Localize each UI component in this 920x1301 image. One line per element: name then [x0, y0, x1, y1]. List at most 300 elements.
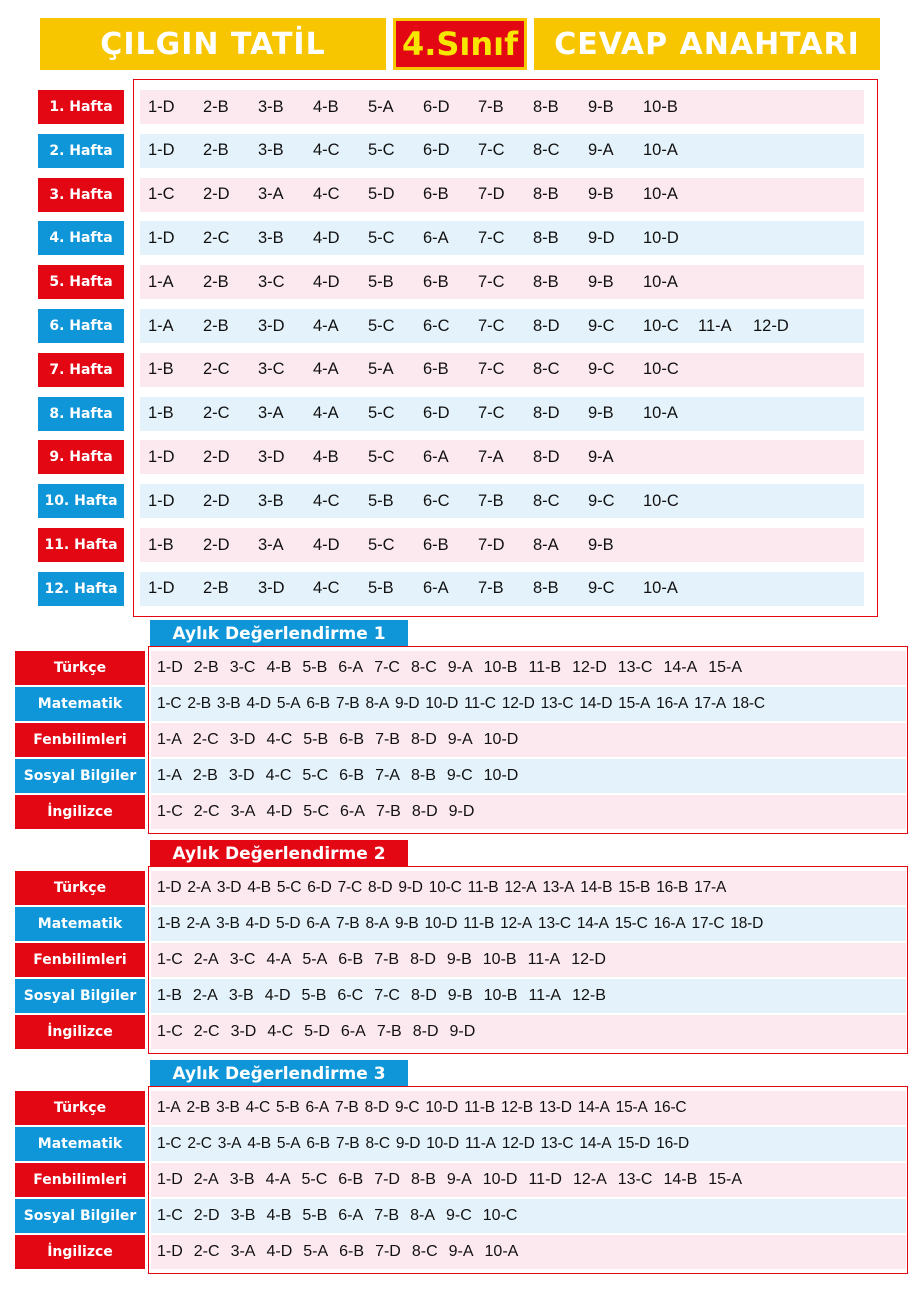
- answer-item: 4-A: [313, 316, 339, 335]
- week-answer-row: [140, 134, 864, 168]
- answer-item: 10-D: [425, 1099, 459, 1116]
- answer-item: 9-A: [588, 141, 614, 160]
- week-label: 3. Hafta: [38, 178, 124, 212]
- answer-item: 12-A: [500, 915, 533, 932]
- answer-item: 8-D: [533, 447, 560, 466]
- answer-item: 4-B: [247, 879, 271, 896]
- answer-item: 9-C: [588, 316, 615, 335]
- answer-item: 16-A: [653, 915, 686, 932]
- answer-item: 10-B: [483, 987, 518, 1004]
- answer-item: 6-B: [423, 535, 449, 554]
- answer-item: 1-D: [157, 1171, 183, 1188]
- subject-answer-row: [151, 907, 906, 941]
- answer-item: 1-B: [148, 535, 174, 554]
- answer-item: 4-A: [266, 951, 292, 968]
- answer-item: 10-A: [643, 185, 678, 204]
- answer-item: 9-D: [398, 879, 423, 896]
- week-answer-row: [140, 221, 864, 255]
- subject-answer-row: [151, 979, 906, 1013]
- answer-item: 4-D: [266, 1243, 293, 1260]
- answer-item: 3-B: [228, 987, 254, 1004]
- answer-item: 6-B: [423, 185, 449, 204]
- answer-item: 9-C: [588, 360, 615, 379]
- answer-item: 9-A: [447, 731, 473, 748]
- subject-label: Matematik: [15, 1127, 145, 1161]
- answer-item: 5-C: [368, 447, 395, 466]
- answer-item: 2-B: [203, 316, 229, 335]
- answer-item: 11-B: [464, 1099, 495, 1116]
- answer-item: 13-A: [542, 879, 575, 896]
- week-answer-row: [140, 440, 864, 474]
- answer-item: 4-D: [246, 695, 271, 712]
- answer-item: 14-B: [663, 1171, 698, 1188]
- answer-key-banner: CEVAP ANAHTARI: [534, 18, 880, 70]
- answer-item: 3-A: [217, 1135, 242, 1152]
- answer-item: 5-C: [301, 1171, 328, 1188]
- answer-item: 11-A: [527, 951, 561, 968]
- answer-item: 9-C: [446, 1207, 472, 1224]
- answer-item: 7-D: [478, 535, 505, 554]
- answer-item: 2-B: [186, 1099, 211, 1116]
- answer-item: 4-B: [313, 447, 339, 466]
- answer-item: 2-A: [192, 987, 218, 1004]
- answer-item: 9-B: [446, 951, 472, 968]
- answer-item: 1-A: [148, 272, 174, 291]
- subject-answer-row: [151, 687, 906, 721]
- week-answer-row: [140, 178, 864, 212]
- answer-item: 5-A: [276, 1135, 301, 1152]
- answer-item: 1-A: [148, 316, 174, 335]
- answer-item: 2-C: [187, 1135, 212, 1152]
- answer-item: 4-D: [264, 987, 291, 1004]
- answer-item: 8-A: [365, 915, 389, 932]
- answer-item: 1-C: [157, 1023, 183, 1040]
- subject-answer-row: [151, 759, 906, 793]
- answer-item: 6-D: [423, 97, 450, 116]
- subject-answer-row: [151, 1015, 906, 1049]
- answer-item: 6-A: [423, 228, 449, 247]
- answer-item: 8-B: [533, 228, 559, 247]
- subject-label: Matematik: [15, 907, 145, 941]
- assessment-title: Aylık Değerlendirme 3: [150, 1060, 408, 1087]
- answer-item: 9-A: [448, 1243, 474, 1260]
- answer-item: 15-A: [708, 1171, 743, 1188]
- answer-item: 8-B: [533, 272, 559, 291]
- answer-item: 6-B: [306, 1135, 330, 1152]
- answer-item: 7-B: [375, 803, 401, 820]
- answer-item: 9-B: [394, 915, 419, 932]
- answer-item: 4-C: [313, 141, 340, 160]
- answer-item: 12-A: [504, 879, 537, 896]
- answer-item: 9-B: [588, 404, 614, 423]
- answer-item: 5-C: [303, 803, 330, 820]
- answer-item: 17-A: [694, 695, 727, 712]
- subject-label: Sosyal Bilgiler: [15, 759, 145, 793]
- answer-item: 4-C: [245, 1099, 270, 1116]
- answer-item: 4-B: [247, 1135, 271, 1152]
- answer-item: 5-C: [368, 141, 395, 160]
- answer-item: 7-B: [374, 951, 400, 968]
- answer-item: 14-A: [576, 915, 609, 932]
- answer-item: 14-D: [579, 695, 613, 712]
- answer-item: 5-C: [368, 316, 395, 335]
- answer-item: 9-C: [446, 767, 473, 784]
- answer-item: 7-C: [337, 879, 363, 896]
- answer-item: 7-C: [374, 987, 400, 1004]
- answer-item: 10-C: [643, 491, 679, 510]
- answer-item: 2-D: [203, 447, 230, 466]
- answer-item: 12-A: [572, 1171, 607, 1188]
- answer-item: 1-A: [157, 1099, 181, 1116]
- answer-item: 13-C: [540, 1135, 574, 1152]
- subject-label: İngilizce: [15, 1015, 145, 1049]
- week-label: 8. Hafta: [38, 397, 124, 431]
- week-answer-row: [140, 528, 864, 562]
- answer-item: 9-B: [588, 535, 614, 554]
- answer-item: 12-D: [501, 1135, 535, 1152]
- answer-item: 9-D: [448, 803, 475, 820]
- subject-label: Sosyal Bilgiler: [15, 979, 145, 1013]
- answer-item: 5-C: [368, 535, 395, 554]
- answer-item: 7-B: [375, 731, 400, 748]
- answer-item: 5-C: [302, 767, 329, 784]
- answer-item: 1-B: [157, 987, 182, 1004]
- answer-item: 9-B: [588, 97, 614, 116]
- answer-item: 6-D: [307, 879, 332, 896]
- answer-item: 16-C: [653, 1099, 687, 1116]
- answer-item: 7-B: [335, 1099, 359, 1116]
- subject-answer-row: [151, 943, 906, 977]
- subject-label: Sosyal Bilgiler: [15, 1199, 145, 1233]
- answer-item: 1-D: [148, 447, 175, 466]
- answer-item: 12-B: [572, 987, 606, 1004]
- answer-item: 8-B: [533, 97, 559, 116]
- answer-item: 2-C: [193, 1243, 220, 1260]
- answer-item: 9-A: [446, 1171, 472, 1188]
- answer-item: 1-B: [157, 915, 181, 932]
- answer-item: 10-D: [483, 767, 519, 784]
- answer-item: 6-B: [338, 1171, 364, 1188]
- answer-item: 6-A: [340, 803, 365, 820]
- answer-item: 3-D: [258, 316, 285, 335]
- week-label: 11. Hafta: [38, 528, 124, 562]
- answer-item: 15-A: [615, 1099, 648, 1116]
- answer-item: 5-D: [275, 915, 301, 932]
- answer-item: 3-A: [258, 535, 284, 554]
- answer-item: 3-A: [258, 404, 284, 423]
- answer-item: 1-C: [157, 803, 183, 820]
- week-answer-row: [140, 572, 864, 606]
- answer-item: 6-B: [423, 272, 449, 291]
- answer-item: 5-C: [368, 228, 395, 247]
- answer-item: 13-C: [617, 1171, 653, 1188]
- answer-item: 10-C: [643, 360, 679, 379]
- answer-item: 4-C: [313, 491, 340, 510]
- answer-item: 7-C: [478, 316, 505, 335]
- answer-item: 2-C: [203, 404, 230, 423]
- answer-item: 2-A: [187, 879, 211, 896]
- answer-item: 11-B: [528, 659, 562, 676]
- answer-item: 8-D: [410, 731, 437, 748]
- answer-item: 9-C: [588, 491, 615, 510]
- answer-item: 8-D: [533, 316, 560, 335]
- answer-item: 7-C: [478, 228, 505, 247]
- answer-item: 7-A: [478, 447, 504, 466]
- answer-item: 5-B: [302, 1207, 328, 1224]
- answer-item: 8-C: [533, 141, 560, 160]
- answer-item: 6-A: [338, 659, 364, 676]
- answer-item: 5-B: [302, 659, 328, 676]
- answer-item: 5-A: [303, 1243, 329, 1260]
- answer-item: 18-C: [732, 695, 765, 712]
- answer-item: 1-C: [157, 1135, 182, 1152]
- answer-item: 7-B: [376, 1023, 402, 1040]
- answer-item: 7-C: [478, 272, 505, 291]
- answer-item: 1-B: [148, 404, 174, 423]
- answer-item: 1-C: [157, 695, 182, 712]
- answer-item: 6-C: [337, 987, 364, 1004]
- answer-item: 1-C: [148, 185, 175, 204]
- answer-item: 6-B: [339, 767, 365, 784]
- answer-item: 4-A: [313, 360, 339, 379]
- answer-item: 1-D: [148, 97, 175, 116]
- answer-item: 7-D: [375, 1243, 401, 1260]
- answer-item: 4-D: [313, 272, 340, 291]
- answer-item: 3-A: [230, 1243, 256, 1260]
- week-label: 4. Hafta: [38, 221, 124, 255]
- answer-item: 9-D: [588, 228, 615, 247]
- answer-item: 8-D: [412, 1023, 439, 1040]
- answer-item: 12-D: [572, 659, 607, 676]
- answer-item: 6-C: [423, 491, 450, 510]
- answer-item: 7-B: [374, 1207, 400, 1224]
- answer-item: 7-D: [478, 185, 505, 204]
- answer-item: 11-A: [528, 987, 562, 1004]
- answer-item: 7-B: [335, 915, 360, 932]
- subject-answer-row: [151, 1127, 906, 1161]
- answer-item: 2-D: [203, 185, 230, 204]
- answer-item: 5-B: [368, 491, 394, 510]
- answer-item: 3-C: [229, 659, 256, 676]
- answer-item: 6-C: [423, 316, 450, 335]
- answer-item: 6-B: [423, 360, 449, 379]
- answer-item: 1-D: [148, 579, 175, 598]
- answer-item: 3-B: [258, 97, 284, 116]
- answer-item: 3-D: [216, 879, 242, 896]
- answer-item: 5-B: [303, 731, 329, 748]
- answer-item: 6-A: [338, 1207, 364, 1224]
- answer-item: 10-D: [643, 228, 679, 247]
- answer-item: 12-D: [753, 316, 789, 335]
- answer-item: 9-A: [447, 659, 473, 676]
- answer-item: 10-B: [482, 951, 517, 968]
- answer-item: 5-D: [368, 185, 395, 204]
- answer-item: 7-D: [374, 1171, 400, 1188]
- answer-item: 4-D: [245, 915, 270, 932]
- subject-answer-row: [151, 651, 906, 685]
- answer-item: 8-D: [364, 1099, 389, 1116]
- answer-item: 2-A: [186, 915, 211, 932]
- answer-item: 8-C: [411, 1243, 438, 1260]
- assessment-title: Aylık Değerlendirme 2: [150, 840, 408, 867]
- subject-answer-row: [151, 1199, 906, 1233]
- answer-item: 1-A: [157, 767, 182, 784]
- answer-item: 2-B: [192, 767, 218, 784]
- answer-item: 4-C: [265, 767, 292, 784]
- answer-item: 3-B: [216, 915, 240, 932]
- answer-item: 6-B: [338, 951, 364, 968]
- week-label: 7. Hafta: [38, 353, 124, 387]
- answer-item: 6-A: [305, 1099, 330, 1116]
- answer-item: 2-C: [203, 360, 230, 379]
- answer-item: 5-B: [301, 987, 327, 1004]
- answer-item: 6-A: [423, 579, 449, 598]
- answer-item: 1-D: [157, 879, 182, 896]
- answer-item: 3-C: [258, 272, 285, 291]
- answer-item: 1-B: [148, 360, 174, 379]
- answer-item: 9-B: [588, 185, 614, 204]
- answer-item: 4-B: [266, 1207, 292, 1224]
- answer-item: 6-D: [423, 141, 450, 160]
- answer-item: 16-A: [656, 695, 689, 712]
- week-label: 1. Hafta: [38, 90, 124, 124]
- answer-item: 2-A: [193, 1171, 219, 1188]
- answer-item: 8-D: [533, 404, 560, 423]
- answer-item: 5-B: [275, 1099, 300, 1116]
- answer-item: 5-C: [276, 879, 302, 896]
- answer-item: 7-B: [335, 1135, 360, 1152]
- week-label: 5. Hafta: [38, 265, 124, 299]
- answer-item: 2-B: [203, 97, 229, 116]
- answer-item: 2-A: [193, 951, 219, 968]
- answer-item: 9-C: [588, 579, 615, 598]
- answer-item: 4-D: [313, 535, 340, 554]
- subject-answer-row: [151, 1163, 906, 1197]
- answer-item: 6-B: [339, 1243, 365, 1260]
- subject-label: Türkçe: [15, 1091, 145, 1125]
- answer-item: 8-A: [533, 535, 559, 554]
- answer-item: 8-A: [410, 1207, 435, 1224]
- answer-item: 10-A: [643, 141, 678, 160]
- answer-item: 8-D: [368, 879, 393, 896]
- answer-item: 11-A: [465, 1135, 496, 1152]
- week-answer-row: [140, 353, 864, 387]
- answer-item: 3-B: [258, 491, 284, 510]
- answer-item: 3-D: [230, 1023, 257, 1040]
- week-answer-row: [140, 397, 864, 431]
- week-label: 9. Hafta: [38, 440, 124, 474]
- answer-item: 11-A: [698, 316, 732, 335]
- week-answer-row: [140, 309, 864, 343]
- answer-item: 13-C: [617, 659, 653, 676]
- answer-item: 7-B: [478, 491, 504, 510]
- answer-item: 1-D: [157, 659, 183, 676]
- answer-item: 10-D: [424, 915, 458, 932]
- answer-item: 3-D: [258, 447, 285, 466]
- answer-item: 15-D: [617, 1135, 651, 1152]
- answer-item: 4-C: [313, 579, 340, 598]
- answer-item: 13-C: [538, 915, 571, 932]
- answer-item: 15-C: [614, 915, 648, 932]
- answer-item: 6-D: [423, 404, 450, 423]
- answer-item: 5-A: [368, 360, 394, 379]
- answer-item: 2-B: [203, 141, 229, 160]
- subject-label: Matematik: [15, 687, 145, 721]
- answer-item: 3-B: [229, 1171, 255, 1188]
- answer-item: 8-B: [410, 767, 436, 784]
- answer-item: 1-D: [148, 141, 175, 160]
- answer-item: 6-B: [339, 731, 365, 748]
- answer-item: 10-D: [425, 695, 459, 712]
- answer-item: 10-D: [483, 731, 519, 748]
- subject-label: Fenbilimleri: [15, 943, 145, 977]
- subject-answer-row: [151, 871, 906, 905]
- answer-item: 9-C: [394, 1099, 420, 1116]
- answer-item: 14-A: [579, 1135, 612, 1152]
- subject-label: İngilizce: [15, 1235, 145, 1269]
- answer-item: 10-A: [643, 272, 678, 291]
- answer-item: 17-A: [694, 879, 727, 896]
- answer-item: 2-B: [193, 659, 219, 676]
- subject-answer-row: [151, 795, 906, 829]
- answer-item: 11-B: [463, 915, 495, 932]
- answer-item: 9-D: [394, 695, 420, 712]
- answer-item: 4-D: [313, 228, 340, 247]
- answer-item: 13-C: [540, 695, 574, 712]
- answer-item: 8-D: [410, 987, 437, 1004]
- answer-item: 5-A: [276, 695, 301, 712]
- answer-item: 8-C: [365, 1135, 390, 1152]
- assessment-title: Aylık Değerlendirme 1: [150, 620, 408, 647]
- answer-item: 1-C: [157, 951, 183, 968]
- answer-item: 2-C: [193, 803, 220, 820]
- answer-item: 3-B: [258, 141, 284, 160]
- grade-badge: 4.Sınıf: [393, 18, 527, 70]
- answer-item: 4-C: [266, 731, 293, 748]
- answer-item: 8-B: [533, 185, 559, 204]
- answer-item: 8-B: [410, 1171, 436, 1188]
- answer-item: 10-D: [482, 1171, 518, 1188]
- answer-item: 5-A: [302, 951, 328, 968]
- answer-item: 7-A: [375, 767, 400, 784]
- answer-item: 4-A: [313, 404, 339, 423]
- answer-item: 2-C: [192, 731, 219, 748]
- week-label: 6. Hafta: [38, 309, 124, 343]
- week-label: 12. Hafta: [38, 572, 124, 606]
- week-label: 10. Hafta: [38, 484, 124, 518]
- week-answer-row: [140, 484, 864, 518]
- subject-answer-row: [151, 1235, 906, 1269]
- answer-item: 3-B: [258, 228, 284, 247]
- answer-item: 3-B: [216, 695, 241, 712]
- answer-item: 3-B: [216, 1099, 240, 1116]
- answer-item: 13-D: [538, 1099, 572, 1116]
- answer-item: 6-B: [306, 695, 330, 712]
- subject-label: Türkçe: [15, 651, 145, 685]
- answer-item: 4-D: [266, 803, 293, 820]
- answer-item: 5-D: [304, 1023, 330, 1040]
- answer-item: 2-D: [203, 491, 230, 510]
- subject-answer-row: [151, 1091, 906, 1125]
- answer-item: 7-C: [478, 360, 505, 379]
- answer-item: 7-C: [374, 659, 400, 676]
- answer-item: 11-C: [464, 695, 496, 712]
- answer-item: 1-D: [157, 1243, 183, 1260]
- answer-item: 10-B: [643, 97, 678, 116]
- answer-item: 10-C: [643, 316, 679, 335]
- answer-item: 8-D: [410, 951, 436, 968]
- answer-item: 4-C: [313, 185, 340, 204]
